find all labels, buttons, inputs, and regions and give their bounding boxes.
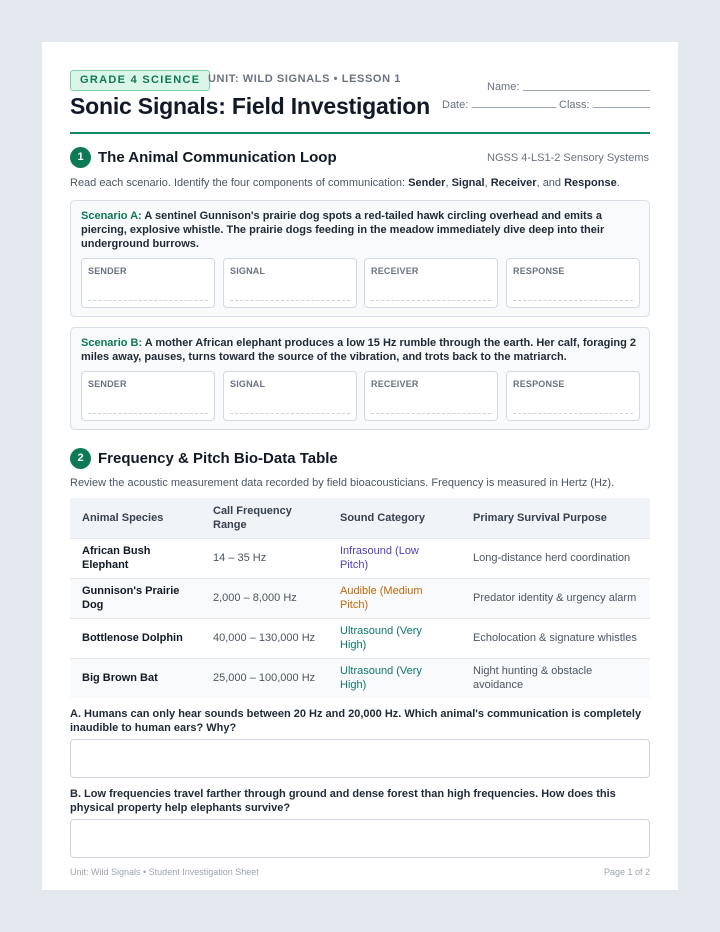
column-header: Animal Species bbox=[70, 498, 201, 538]
table-row bbox=[70, 658, 650, 698]
term-sender: Sender bbox=[408, 177, 446, 189]
species-cell: Big Brown Bat bbox=[70, 658, 201, 698]
class-label: Class: bbox=[559, 99, 590, 111]
table-row bbox=[70, 618, 650, 658]
scenario-a-sender-box[interactable]: SENDER bbox=[81, 258, 215, 308]
section1-instructions: Read each scenario. Identify the four components of communication: Sender, Signal, Receiver, and Response. bbox=[70, 177, 620, 189]
name-label: Name: bbox=[487, 81, 520, 93]
purpose-cell: Echolocation & signature whistles bbox=[461, 618, 650, 658]
species-cell: Bottlenose Dolphin bbox=[70, 618, 201, 658]
date-label: Date: bbox=[442, 99, 469, 111]
standard-label: NGSS 4-LS1-2 Sensory Systems bbox=[487, 152, 650, 164]
frequency-cell: 2,000 – 8,000 Hz bbox=[201, 578, 328, 618]
scenario-b-label: Scenario B: bbox=[81, 337, 143, 349]
column-header: Sound Category bbox=[328, 498, 461, 538]
scenario-b-signal-box[interactable]: SIGNAL bbox=[223, 371, 357, 421]
footer-left: Unit: Wild Signals • Student Investigation Sheet bbox=[70, 867, 259, 877]
header-divider bbox=[70, 132, 650, 134]
table-row bbox=[70, 538, 650, 578]
column-header: Primary Survival Purpose bbox=[461, 498, 650, 538]
column-header: Call Frequency Range bbox=[201, 498, 328, 538]
term-receiver: Receiver bbox=[490, 177, 537, 189]
section-number-2: 2 bbox=[70, 448, 91, 469]
purpose-cell: Night hunting & obstacle avoidance bbox=[461, 658, 650, 698]
purpose-cell: Predator identity & urgency alarm bbox=[461, 578, 650, 618]
section-number-1: 1 bbox=[70, 147, 91, 168]
section-title-bio-data-table: Frequency & Pitch Bio-Data Table bbox=[98, 450, 338, 467]
category-cell: Ultrasound (Very High) bbox=[328, 618, 461, 658]
scenario-b-response-box[interactable]: RESPONSE bbox=[506, 371, 640, 421]
footer-page-number: Page 1 of 2 bbox=[603, 867, 650, 877]
scenario-a-text: Scenario A: A sentinel Gunnison's prairie dog spots a red-tailed hawk circling overhead and emits a piercing, explosive whistle. The prairie dogs feeding in the meadow immediately dive deep into their underground burrows. bbox=[81, 210, 605, 250]
unit-lesson-label: UNIT: WILD SIGNALS • LESSON 1 bbox=[208, 73, 401, 85]
species-cell: Gunnison's Prairie Dog bbox=[70, 578, 201, 618]
category-cell: Ultrasound (Very High) bbox=[328, 658, 461, 698]
term-signal: Signal bbox=[451, 177, 485, 189]
question-b: B. Low frequencies travel farther through ground and dense forest than high frequencies. How does this physical property help elephants survive? bbox=[70, 788, 616, 814]
worksheet-page bbox=[42, 42, 678, 890]
name-field-line[interactable] bbox=[523, 90, 650, 91]
scenario-a-response-box[interactable]: RESPONSE bbox=[506, 258, 640, 308]
question-a: A. Humans can only hear sounds between 20 Hz and 20,000 Hz. Which animal's communication is completely inaudible to human ears? Why? bbox=[70, 708, 642, 734]
category-cell: Infrasound (Low Pitch) bbox=[328, 538, 461, 578]
scenario-a-label: Scenario A: bbox=[81, 210, 142, 222]
species-cell: African Bush Elephant bbox=[70, 538, 201, 578]
term-response: Response bbox=[564, 177, 617, 189]
page-title: Sonic Signals: Field Investigation bbox=[70, 93, 430, 119]
class-field-line[interactable] bbox=[593, 107, 650, 108]
scenario-a-card bbox=[70, 200, 650, 317]
date-field-line[interactable] bbox=[472, 107, 556, 108]
scenario-b-card bbox=[70, 327, 650, 430]
question-b-answer-box[interactable] bbox=[70, 819, 650, 858]
grade-badge: GRADE 4 SCIENCE bbox=[70, 70, 210, 91]
table-header-row bbox=[70, 498, 650, 538]
section2-instructions: Review the acoustic measurement data recorded by field bioacousticians. Frequency is measured in Hertz (Hz). bbox=[70, 477, 615, 489]
frequency-cell: 40,000 – 130,000 Hz bbox=[201, 618, 328, 658]
scenario-a-receiver-box[interactable]: RECEIVER bbox=[364, 258, 498, 308]
scenario-a-signal-box[interactable]: SIGNAL bbox=[223, 258, 357, 308]
scenario-b-text: Scenario B: A mother African elephant produces a low 15 Hz rumble through the earth. Her calf, foraging 2 miles away, pauses, turns toward the source of the vibration, and trots back to the matriarch. bbox=[81, 337, 636, 363]
bio-data-table bbox=[70, 498, 650, 698]
frequency-cell: 25,000 – 100,000 Hz bbox=[201, 658, 328, 698]
category-cell: Audible (Medium Pitch) bbox=[328, 578, 461, 618]
question-a-answer-box[interactable] bbox=[70, 739, 650, 778]
purpose-cell: Long-distance herd coordination bbox=[461, 538, 650, 578]
section-title-communication-loop: The Animal Communication Loop bbox=[98, 149, 337, 166]
scenario-b-sender-box[interactable]: SENDER bbox=[81, 371, 215, 421]
table-row bbox=[70, 578, 650, 618]
frequency-cell: 14 – 35 Hz bbox=[201, 538, 328, 578]
scenario-b-receiver-box[interactable]: RECEIVER bbox=[364, 371, 498, 421]
